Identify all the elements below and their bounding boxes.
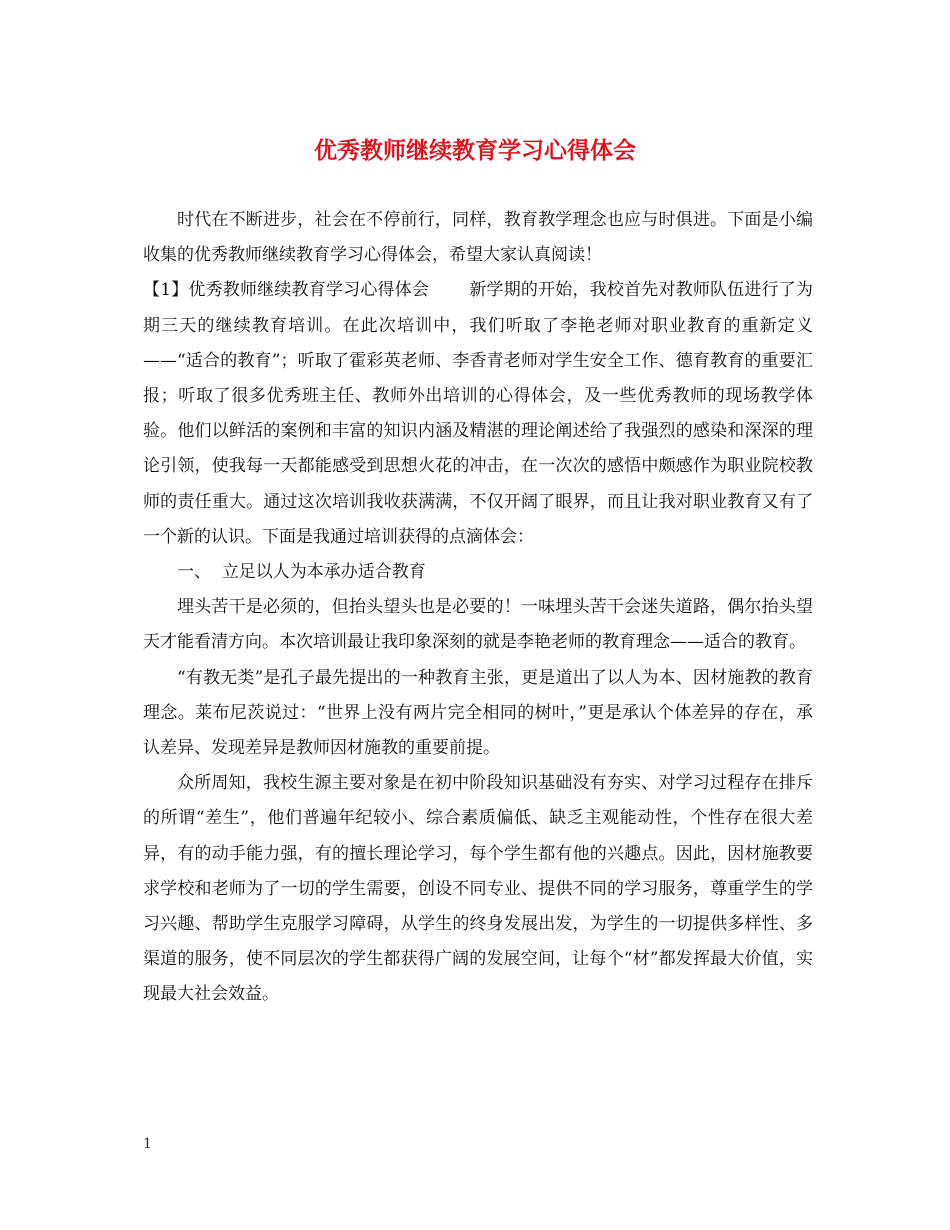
body-paragraph-2: “有教无类”是孔子最先提出的一种教育主张，更是道出了以人为本、因材施教的教育理念。莱布尼茨说过：“世界上没有两片完全相同的树叶，”更是承认个体差异的存在，承认差异、发现差异是教师因材施教的重要前提。 <box>143 667 813 759</box>
part1-text: 新学期的开始，我校首先对教师队伍进行了为期三天的继续教育培训。在此次培训中，我们听取了李艳老师对职业教育的重新定义——“适合的教育”；听取了霍彩英老师、李香青老师对学生安全工作、德育教育的重要汇报；听取了很多优秀班主任、教师外出培训的心得体会，及一些优秀教师的现场教学体验。他们以鲜活的案例和丰富的知识内涵及精湛的理论阐述给了我强烈的感染和深深的理论引领，使我每一天都能感受到思想火花的冲击，在一次次的感悟中颇感作为职业院校教师的责任重大。通过这次培训我收获满满，不仅开阔了眼界，而且让我对职业教育又有了一个新的认识。下面是我通过培训获得的点滴体会： <box>143 280 814 547</box>
body-paragraph-3: 众所周知，我校生源主要对象是在初中阶段知识基础没有夯实、对学习过程存在排斥的所谓“差生”，他们普遍年纪较小、综合素质偏低、缺乏主观能动性，个性存在很大差异，有的动手能力强，有的擅长理论学习，每个学生都有他的兴趣点。因此，因材施教要求学校和老师为了一切的学生需要，创设不同专业、提供不同的学习服务，尊重学生的学习兴趣、帮助学生克服学习障碍，从学生的终身发展出发，为学生的一切提供多样性、多渠道的服务，使不同层次的学生都获得广阔的发展空间，让每个“材”都发挥最大价值，实现最大社会效益。 <box>143 773 813 1005</box>
part1-label: 【1】优秀教师继续教育学习心得体会 <box>143 280 430 301</box>
section-title: 立足以人为本承办适合教育 <box>221 562 426 583</box>
document-title: 优秀教师继续教育学习心得体会 <box>314 137 636 164</box>
intro-paragraph: 时代在不断进步，社会在不停前行，同样，教育教学理念也应与时俱进。下面是小编收集的优秀教师继续教育学习心得体会，希望大家认真阅读！ <box>143 210 813 266</box>
section-number: 一、 <box>177 562 211 583</box>
page-number: 1 <box>143 1136 152 1152</box>
document-body <box>143 203 813 1013</box>
part1-paragraph <box>143 273 813 555</box>
body-paragraph-1: 埋头苦干是必须的，但抬头望头也是必要的！一味埋头苦干会迷失道路，偶尔抬头望天才能看清方向。本次培训最让我印象深刻的就是李艳老师的教育理念——适合的教育。 <box>143 597 813 653</box>
section-heading <box>143 555 813 590</box>
